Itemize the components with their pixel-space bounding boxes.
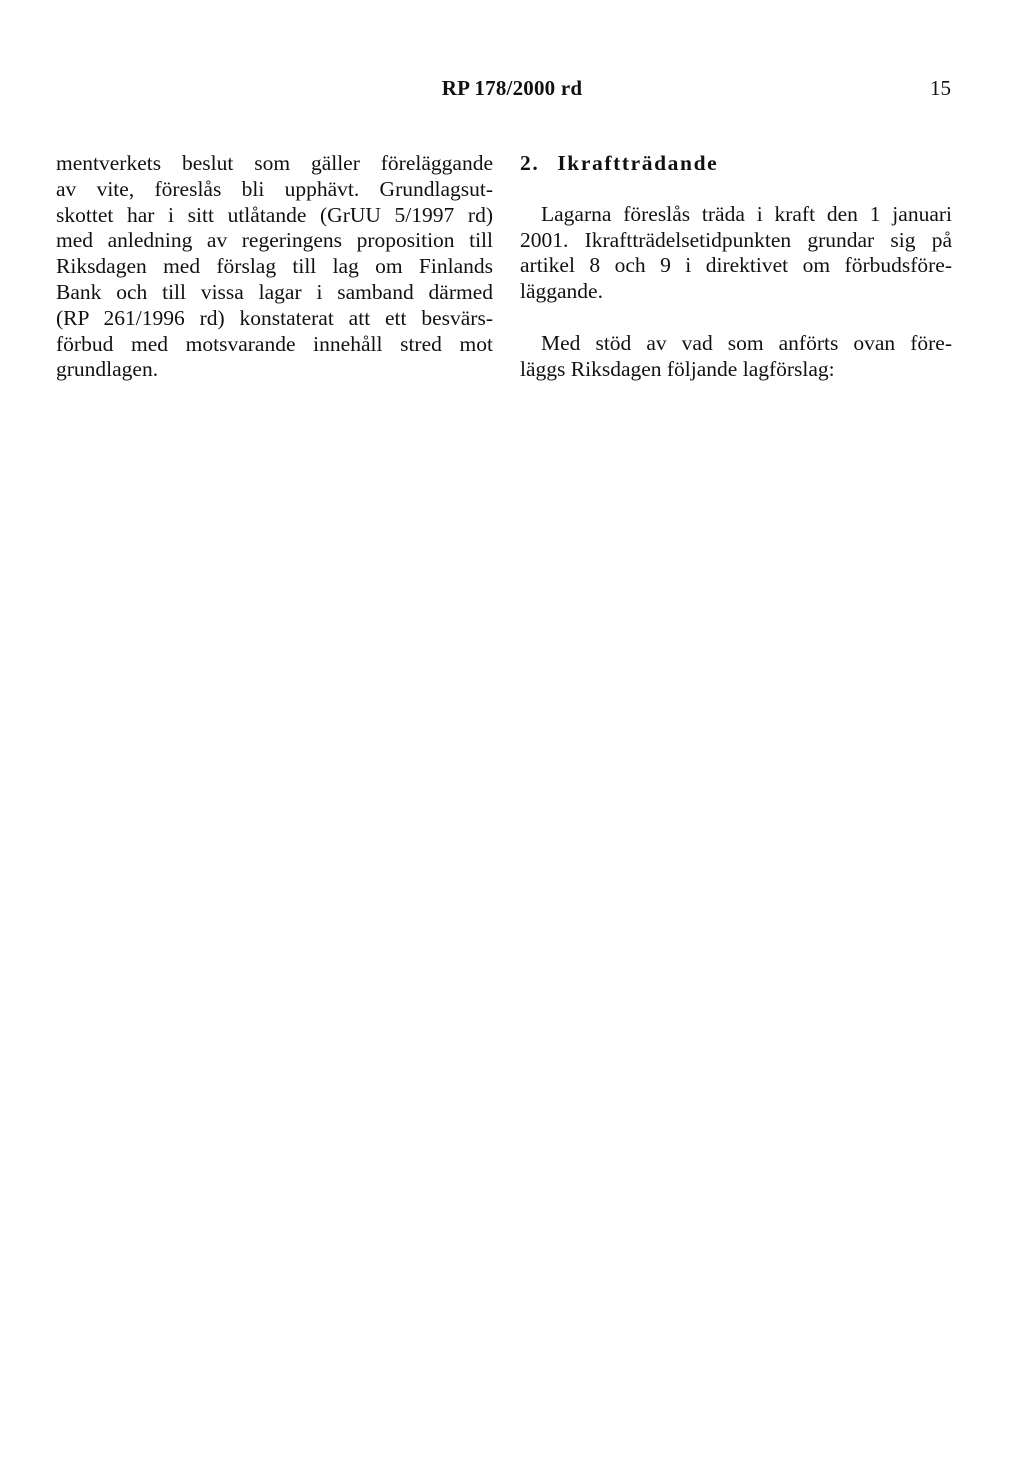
text-line: artikel 8 och 9 i direktivet om förbudsföre-	[520, 253, 952, 278]
body-paragraph	[56, 151, 493, 383]
section-number: 2.	[520, 151, 540, 175]
text-line: grundlagen.	[56, 357, 159, 382]
page-header	[0, 76, 1024, 104]
text-line: Lagarna föreslås träda i kraft den 1 januari	[541, 201, 952, 226]
text-line: med anledning av regeringens proposition till	[56, 228, 493, 253]
text-line: av vite, föreslås bli upphävt. Grundlagsut-	[56, 176, 493, 201]
section-heading	[520, 151, 952, 177]
text-line: läggande.	[520, 279, 603, 304]
body-paragraph	[520, 202, 952, 305]
text-line: mentverkets beslut som gäller föreläggande	[56, 151, 493, 175]
text-line: Med stöd av vad som anförts ovan före-	[541, 330, 952, 355]
right-column	[520, 151, 952, 382]
text-line: skottet har i sitt utlåtande (GrUU 5/1997 rd)	[56, 202, 493, 227]
section-title: Ikraftträdande	[557, 151, 719, 175]
page-number: 15	[930, 76, 951, 100]
text-line: Bank och till vissa lagar i samband därmed	[56, 279, 493, 304]
text-line: Riksdagen med förslag till lag om Finlands	[56, 254, 493, 279]
body-paragraph	[520, 331, 952, 383]
left-column	[56, 151, 493, 383]
scan-speck	[150, 1170, 151, 1171]
text-line: förbud med motsvarande innehåll stred mot	[56, 331, 493, 356]
text-line: 2001. Ikraftträdelsetidpunkten grundar sig på	[520, 227, 952, 252]
text-line: (RP 261/1996 rd) konstaterat att ett besvärs-	[56, 305, 493, 330]
paragraph-gap	[520, 305, 952, 331]
text-line: läggs Riksdagen följande lagförslag:	[520, 356, 835, 381]
running-title: RP 178/2000 rd	[441, 76, 583, 100]
